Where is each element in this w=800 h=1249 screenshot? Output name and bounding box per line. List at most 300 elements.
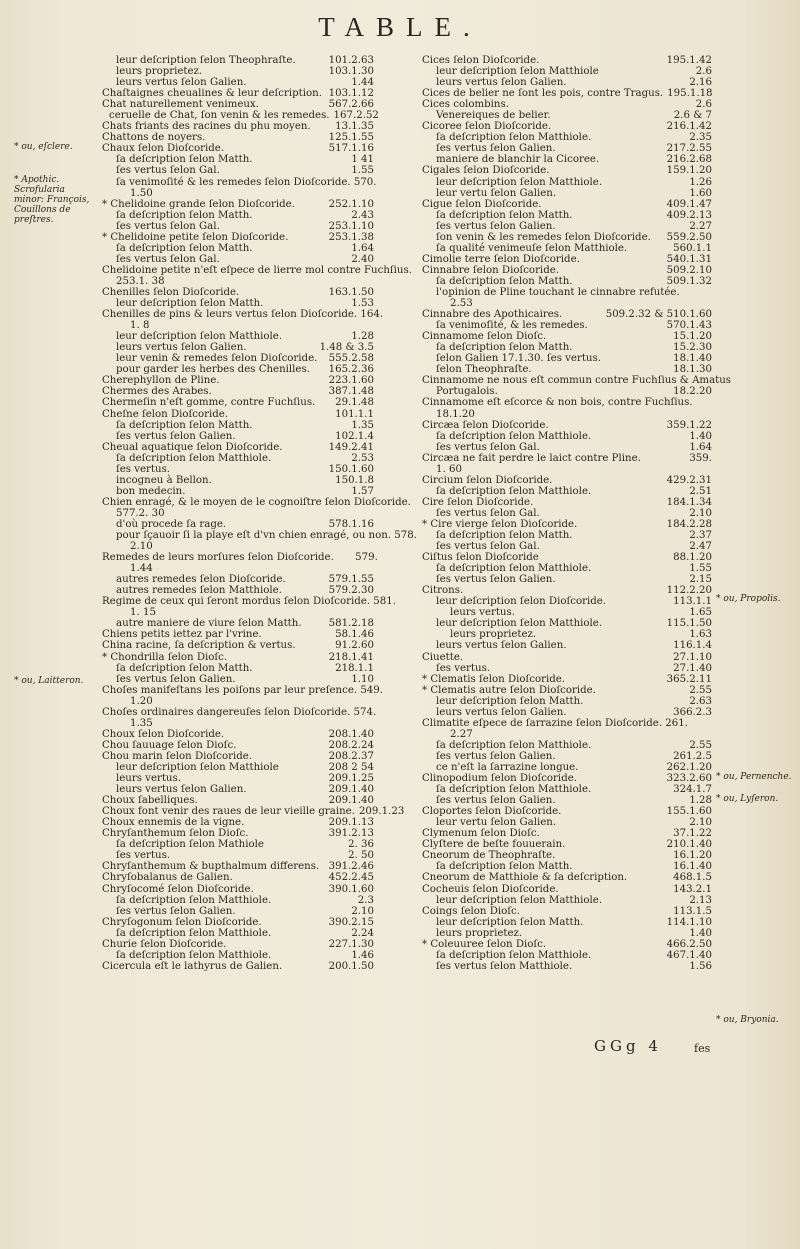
entry-reference: 184.2.28 xyxy=(666,518,712,530)
index-entry xyxy=(422,276,712,287)
entry-text: Ciſtus ſelon Dioſcoride xyxy=(422,552,539,564)
entry-reference: 88.1.20 xyxy=(673,552,712,564)
entry-reference: 2.16 xyxy=(689,77,712,89)
entry-text: * Chelidoine petite ſelon Dioſcoride. xyxy=(102,231,289,243)
entry-text: ſa deſcription ſelon Matth. xyxy=(116,209,253,221)
index-entry xyxy=(102,574,374,585)
entry-text: Cloportes ſelon Dioſcoride. xyxy=(422,806,562,818)
entry-text: ſa deſcription ſelon Matth. xyxy=(116,662,253,674)
index-entry xyxy=(422,88,712,99)
entry-text: Chelidoine petite n'eſt eſpece de lierre mol contre Fuchſius. xyxy=(102,264,412,276)
entry-reference: 1.46 xyxy=(351,949,374,961)
entry-text: ſa deſcription ſelon Matth. xyxy=(436,209,573,221)
entry-reference: 1.35 xyxy=(351,419,374,431)
index-entry xyxy=(102,762,374,773)
index-entry xyxy=(422,530,712,541)
entry-text: ſa deſcription ſelon Matth. xyxy=(436,861,573,873)
entry-text: 2.53 xyxy=(450,298,473,310)
index-entry xyxy=(102,729,374,740)
entry-reference: 125.1.55 xyxy=(328,132,374,144)
entry-text: ſa qualité venimeuſe ſelon Matthiole. xyxy=(436,242,628,254)
entry-text: pour garder les herbes des Chenilles. xyxy=(116,364,310,376)
index-entry xyxy=(102,817,374,828)
entry-text: Regime de ceux qui ſeront mordus ſelon Dioſcoride. 581. xyxy=(102,596,396,608)
entry-text: autres remedes ſelon Matthiole. xyxy=(116,585,282,597)
entry-text: Chryſanthemum & bupthalmum differens. xyxy=(102,861,320,873)
entry-reference: 112.2.20 xyxy=(666,585,712,597)
index-entry xyxy=(102,652,374,663)
index-entry xyxy=(422,707,712,718)
entry-reference: 579.1.55 xyxy=(328,574,374,586)
index-entry xyxy=(102,496,411,508)
entry-text: Chenilles de pins & leurs vertus ſelon Dioſcoride. 164. xyxy=(102,309,384,321)
entry-text: leur deſcription ſelon Matth. xyxy=(436,695,584,707)
index-entry xyxy=(422,265,712,276)
entry-reference: 391.2.46 xyxy=(328,861,374,873)
entry-text: ſes vertus ſelon Gal. xyxy=(116,165,220,177)
index-entry xyxy=(102,950,374,961)
index-entry xyxy=(422,386,712,397)
index-entry xyxy=(102,674,374,685)
entry-reference xyxy=(383,685,427,696)
index-entry xyxy=(422,640,712,651)
index-entry xyxy=(102,884,374,895)
index-entry xyxy=(102,508,374,519)
entry-reference: 101.2.63 xyxy=(328,55,374,66)
index-entry xyxy=(102,872,374,883)
entry-text: leur deſcription ſelon Matth. xyxy=(116,298,264,310)
entry-text: Citrons. xyxy=(422,585,464,597)
entry-reference: 2. 36 xyxy=(348,839,374,851)
entry-text: ſa venimoſité & les remedes ſelon Dioſcoride. 570. xyxy=(116,176,377,188)
index-entry xyxy=(422,618,712,629)
entry-reference: 200.1.50 xyxy=(328,960,374,972)
entry-text: ſa deſcription ſelon Matthiole. xyxy=(116,452,272,464)
entry-reference: 101.1.1 xyxy=(335,408,374,420)
index-entry xyxy=(422,210,712,221)
catchword: fes xyxy=(694,1042,711,1055)
index-entry xyxy=(102,663,374,674)
entry-reference: 102.1.4 xyxy=(335,430,374,442)
index-entry xyxy=(102,895,374,906)
entry-reference: 581.2.18 xyxy=(328,618,374,630)
entry-text: leur vertu ſelon Galien. xyxy=(436,817,557,829)
entry-reference: 1.40 xyxy=(689,430,712,442)
entry-reference: 540.1.31 xyxy=(666,253,712,265)
index-entry xyxy=(422,199,712,210)
index-entry xyxy=(422,331,712,342)
index-entry xyxy=(102,552,378,564)
index-entry xyxy=(422,364,712,375)
index-entry xyxy=(102,309,384,321)
entry-text: ce n'eſt la ſarrazine longue. xyxy=(436,762,579,773)
entry-text: Choux font venir des raues de leur vieille graine. xyxy=(102,806,355,818)
entry-reference xyxy=(330,563,374,574)
index-entry xyxy=(102,431,374,442)
entry-reference xyxy=(330,508,374,519)
entry-reference: 2.10 xyxy=(689,817,712,829)
entry-text: ſa deſcription ſelon Matthiole. xyxy=(436,949,592,961)
entry-reference: 261.2.5 xyxy=(673,750,712,762)
right-column xyxy=(422,55,732,972)
entry-text: d'où procede ſa rage. xyxy=(116,518,227,530)
index-entry xyxy=(102,839,374,850)
entry-reference: 567.2.66 xyxy=(328,99,374,111)
entry-text: Cigue ſelon Dioſcoride. xyxy=(422,198,542,210)
entry-text: Chenilles ſelon Dioſcoride. xyxy=(102,286,240,298)
index-entry xyxy=(102,696,374,707)
entry-reference: 209.1.40 xyxy=(328,795,374,807)
entry-text: Cigales ſelon Dioſcoride. xyxy=(422,165,550,177)
index-entry xyxy=(102,475,374,486)
index-entry xyxy=(102,221,374,232)
entry-reference xyxy=(668,464,712,475)
entry-reference: 1.57 xyxy=(351,485,374,497)
entry-reference: 18.1.40 xyxy=(673,353,712,365)
entry-reference xyxy=(330,320,374,331)
entry-text: ſa deſcription ſelon Matthiole. xyxy=(436,784,592,796)
index-entry xyxy=(102,684,384,696)
entry-reference: 165.2.36 xyxy=(328,364,374,376)
entry-text: ſa deſcription ſelon Matthiole. xyxy=(436,563,592,575)
entry-reference: 195.1.42 xyxy=(666,55,712,66)
entry-text: leur deſcription ſelon Matthiole xyxy=(116,762,279,773)
index-entry xyxy=(102,210,374,221)
entry-reference: 217.2.55 xyxy=(666,143,712,155)
entry-text: ſa deſcription ſelon Matthiole. xyxy=(116,894,272,906)
index-entry xyxy=(422,861,712,872)
entry-reference: 143.2.1 xyxy=(673,883,712,895)
entry-text: ſes vertus. xyxy=(436,662,491,674)
index-entry xyxy=(102,121,374,132)
entry-text: Circium ſelon Dioſcoride. xyxy=(422,474,553,486)
entry-text: Chermeſin n'eſt gomme, contre Fuchſius. xyxy=(102,397,316,409)
index-entry xyxy=(422,475,712,486)
margin-note-right: * ou, Lyſeron. xyxy=(716,794,779,804)
entry-reference: 359.1.22 xyxy=(666,419,712,431)
entry-text: ſes vertus ſelon Gal. xyxy=(436,541,540,553)
entry-reference: 15.1.20 xyxy=(673,331,712,343)
index-entry xyxy=(102,132,374,143)
entry-text: Cinnamome eſt eſcorce & non bois, contre Fuchſius. xyxy=(422,397,693,409)
entry-reference: 409.2.13 xyxy=(666,209,712,221)
index-entry xyxy=(422,464,712,475)
entry-reference: 103.1.12 xyxy=(328,88,374,100)
index-entry xyxy=(422,872,712,883)
index-entry xyxy=(422,132,712,143)
entry-text: Cices colombins. xyxy=(422,99,509,111)
entry-reference: 2.6 & 7 xyxy=(673,110,712,122)
index-entry xyxy=(102,287,374,298)
entry-reference: 1 41 xyxy=(351,154,374,166)
index-entry xyxy=(102,154,374,165)
entry-reference: 467.1.40 xyxy=(666,949,712,961)
entry-text: Cire ſelon Dioſcoride. xyxy=(422,496,534,508)
entry-text: l'opinion de Pline touchant le cinnabre refutée. xyxy=(436,286,680,298)
entry-reference: 210.1.40 xyxy=(666,839,712,851)
entry-text: Chats friants des racines du phu moyen. xyxy=(102,121,311,133)
entry-text: leurs vertus ſelon Galien. xyxy=(436,640,567,652)
entry-text: ſa deſcription ſelon Matthiole. xyxy=(436,132,592,144)
index-entry xyxy=(102,453,374,464)
entry-text: China racine, ſa deſcription & vertus. xyxy=(102,640,296,652)
entry-reference: 579.2.30 xyxy=(328,585,374,597)
entry-text: Climatite eſpece de ſarrazine ſelon Dioſcoride. 261. xyxy=(422,717,688,729)
entry-reference: 155.1.60 xyxy=(666,806,712,818)
index-entry xyxy=(422,828,712,839)
entry-reference: 15.2.30 xyxy=(673,342,712,354)
entry-reference xyxy=(377,177,421,188)
entry-text: Chryſogonum ſelon Dioſcoride. xyxy=(102,916,262,928)
entry-text: Chaſtaignes cheualines & leur deſcription. xyxy=(102,88,322,100)
entry-text: 1.50 xyxy=(130,187,153,199)
entry-reference: 579. xyxy=(355,552,378,564)
index-entry xyxy=(422,342,712,353)
index-entry xyxy=(422,497,712,508)
entry-reference: 115.1.50 xyxy=(666,618,712,630)
entry-reference: 387.1.48 xyxy=(328,386,374,398)
entry-reference: 216.1.42 xyxy=(666,121,712,133)
entry-text: ſes vertus ſelon Gal. xyxy=(436,441,540,453)
entry-reference xyxy=(330,188,374,199)
index-entry xyxy=(422,585,712,596)
entry-reference: 570.1.43 xyxy=(666,320,712,332)
index-entry xyxy=(102,298,374,309)
entry-text: Chiens petits iettez par l'vrine. xyxy=(102,629,262,641)
entry-reference: 1.56 xyxy=(689,960,712,972)
entry-text: Cimolie terre ſelon Dioſcoride. xyxy=(422,253,580,265)
entry-reference: 517.1.16 xyxy=(328,143,374,155)
entry-reference: 27.1.10 xyxy=(673,651,712,663)
entry-reference: 1.65 xyxy=(689,607,712,619)
entry-text: * Coleuuree ſelon Dioſc. xyxy=(422,938,547,950)
entry-text: Cinnabre ſelon Dioſcoride. xyxy=(422,264,559,276)
entry-reference xyxy=(668,298,712,309)
entry-reference: 2.43 xyxy=(351,209,374,221)
entry-text: leurs proprietez. xyxy=(450,629,537,641)
entry-text: ſes vertus ſelon Gal. xyxy=(436,507,540,519)
entry-text: * Chelidoine grande ſelon Dioſcoride. xyxy=(102,198,295,210)
index-entry xyxy=(422,221,712,232)
entry-text: Cices ſelon Dioſcoride. xyxy=(422,55,540,66)
index-entry xyxy=(422,895,712,906)
entry-text: ſa deſcription ſelon Matthiole. xyxy=(116,949,272,961)
entry-reference: 452.2.45 xyxy=(328,872,374,884)
entry-reference xyxy=(693,397,737,408)
entry-reference: 2.55 xyxy=(689,739,712,751)
entry-reference: 116.1.4 xyxy=(673,640,712,652)
index-entry xyxy=(422,574,712,585)
entry-text: ſa deſcription ſelon Matth. xyxy=(436,530,573,542)
entry-text: 1.20 xyxy=(130,695,153,707)
entry-reference: 1.28 xyxy=(351,331,374,343)
entry-text: ſes vertus ſelon Galien. xyxy=(436,220,556,232)
entry-reference: 37.1.22 xyxy=(673,828,712,840)
margin-note-right: * ou, Pernenche. xyxy=(716,772,792,782)
index-entry xyxy=(102,99,374,110)
index-entry xyxy=(422,674,712,685)
entry-text: ſa deſcription ſelon Mathiole xyxy=(116,839,264,851)
entry-reference: 366.2.3 xyxy=(673,706,712,718)
entry-reference: 163.1.50 xyxy=(328,286,374,298)
entry-reference: 2.3 xyxy=(357,894,374,906)
entry-reference: 2.24 xyxy=(351,927,374,939)
index-entry xyxy=(102,55,374,66)
index-entry xyxy=(102,420,374,431)
entry-text: leurs vertus ſelon Galien. xyxy=(116,342,247,354)
entry-text: leurs vertus. xyxy=(116,773,181,785)
entry-text: leur deſcription ſelon Theophraſte. xyxy=(116,55,296,66)
entry-reference: 227.1.30 xyxy=(328,938,374,950)
entry-reference: 390.2.15 xyxy=(328,916,374,928)
entry-text: leur venin & remedes ſelon Dioſcoride. xyxy=(116,353,318,365)
index-entry xyxy=(422,939,712,950)
entry-text: Cinnabre des Apothicaires. xyxy=(422,309,563,321)
entry-text: ſa deſcription ſelon Matthiole. xyxy=(436,739,592,751)
entry-text: ſes vertus ſelon Galien. xyxy=(116,905,236,917)
index-entry xyxy=(102,928,374,939)
index-entry xyxy=(422,420,712,431)
index-entry xyxy=(102,795,374,806)
index-entry xyxy=(422,563,712,574)
index-entry xyxy=(422,696,712,707)
index-entry xyxy=(102,541,374,552)
index-entry xyxy=(422,552,712,563)
entry-text: ſes vertus. xyxy=(116,463,171,475)
index-entry xyxy=(422,165,712,176)
entry-text: 2.10 xyxy=(130,541,153,553)
entry-reference: 252.1.10 xyxy=(328,198,374,210)
index-entry xyxy=(102,199,374,210)
entry-text: Cneorum de Matthiole & ſa deſcription. xyxy=(422,872,628,884)
index-entry xyxy=(102,143,374,154)
entry-text: ſa deſcription ſelon Matthiole. xyxy=(436,485,592,497)
entry-reference: 2.6 xyxy=(695,99,712,111)
entry-reference: 18.1.30 xyxy=(673,364,712,376)
entry-reference: 253.1.10 xyxy=(328,220,374,232)
index-entry xyxy=(102,409,374,420)
margin-note-left: * ou, eſclere. xyxy=(14,142,73,152)
index-entry xyxy=(422,729,712,740)
index-entry xyxy=(422,110,712,121)
entry-text: Coings ſelon Dioſc. xyxy=(422,905,520,917)
index-entry xyxy=(102,375,374,386)
entry-reference: 555.2.58 xyxy=(328,353,374,365)
entry-text: Choux ſelon Dioſcoride. xyxy=(102,728,225,740)
index-entry xyxy=(422,541,712,552)
entry-reference: 218.1.41 xyxy=(328,651,374,663)
index-entry xyxy=(102,850,374,861)
entry-reference xyxy=(731,375,775,386)
entry-reference xyxy=(330,276,374,287)
index-entry xyxy=(422,850,712,861)
entry-reference: 509.1.32 xyxy=(666,275,712,287)
entry-reference: 466.2.50 xyxy=(666,938,712,950)
entry-reference: 324.1.7 xyxy=(673,784,712,796)
entry-text: Remedes de leurs morſures ſelon Dioſcoride. xyxy=(102,552,334,564)
index-entry xyxy=(422,453,712,464)
index-entry xyxy=(422,143,712,154)
entry-text: 1.35 xyxy=(130,717,153,729)
entry-text: Cinnamome ne nous eſt commun contre Fuchſius & Amatus xyxy=(422,375,732,387)
index-entry xyxy=(102,353,374,364)
index-entry xyxy=(102,618,374,629)
index-entry xyxy=(422,320,712,331)
entry-text: 1. 8 xyxy=(130,320,150,332)
index-entry xyxy=(422,375,732,387)
entry-text: Chou ſauuage ſelon Dioſc. xyxy=(102,739,237,751)
index-entry xyxy=(422,397,712,408)
entry-reference xyxy=(376,707,420,718)
entry-text: 2.27 xyxy=(450,728,473,740)
entry-reference: 468.1.5 xyxy=(673,872,712,884)
entry-reference xyxy=(330,541,374,552)
entry-text: Chryſobalanus de Galien. xyxy=(102,872,233,884)
entry-reference: 2.55 xyxy=(689,684,712,696)
entry-text: leur deſcription ſelon Matthiole. xyxy=(436,894,603,906)
index-entry xyxy=(422,353,712,364)
entry-text: 18.1.20 xyxy=(436,408,475,420)
index-entry xyxy=(422,884,712,895)
entry-text: ſa venimoſité, & les remedes. xyxy=(436,320,588,332)
index-entry xyxy=(102,607,374,618)
entry-reference: 1.63 xyxy=(689,629,712,641)
entry-reference: 359. xyxy=(689,452,712,464)
index-entry xyxy=(102,77,374,88)
index-entry xyxy=(422,817,712,828)
entry-text: ſa deſcription ſelon Matthiole. xyxy=(116,927,272,939)
entry-reference: 113.1.5 xyxy=(673,905,712,917)
entry-text: Churie ſelon Dioſcoride. xyxy=(102,938,227,950)
entry-reference: 2.10 xyxy=(689,507,712,519)
entry-text: ſa deſcription ſelon Matth. xyxy=(116,242,253,254)
index-entry xyxy=(422,55,712,66)
entry-text: 1. 60 xyxy=(436,463,462,475)
entry-reference: 2.51 xyxy=(689,485,712,497)
index-entry xyxy=(102,342,374,353)
entry-text: ſa deſcription ſelon Matth. xyxy=(436,275,573,287)
entry-text: 577.2. 30 xyxy=(116,507,165,519)
entry-text: Choſes ordinaires dangereuſes ſelon Dioſcoride. 574. xyxy=(102,706,377,718)
index-entry xyxy=(422,519,712,530)
index-entry xyxy=(422,718,712,729)
index-entry xyxy=(102,254,374,265)
index-entry xyxy=(422,917,712,928)
entry-text: leurs vertus ſelon Galien. xyxy=(436,706,567,718)
entry-reference: 2.10 xyxy=(351,905,374,917)
margin-note-right: * ou, Bryonia. xyxy=(716,1015,779,1025)
entry-reference: 16.1.40 xyxy=(673,861,712,873)
index-entry xyxy=(102,530,417,542)
entry-reference: 365.2.11 xyxy=(666,673,712,685)
index-entry xyxy=(102,66,374,77)
page-header: TABLE. xyxy=(318,12,482,42)
index-entry xyxy=(422,508,712,519)
entry-text: Chien enragé, & le moyen de le cognoiſtre ſelon Dioſcoride. xyxy=(102,496,411,508)
entry-text: Chattons de noyers. xyxy=(102,132,206,144)
index-entry xyxy=(102,806,405,818)
entry-text: Venereiques de belier. xyxy=(436,110,551,122)
index-entry xyxy=(422,99,712,110)
index-entry xyxy=(102,917,374,928)
entry-reference: 1.64 xyxy=(689,441,712,453)
entry-text: Clyſtere de beſte fouuerain. xyxy=(422,839,566,851)
entry-text: ceruelle de Chat, ſon venin & les remedes. xyxy=(109,110,330,122)
index-entry xyxy=(422,762,712,773)
index-entry xyxy=(422,431,712,442)
entry-reference: 2.63 xyxy=(689,695,712,707)
entry-text: incogneu à Bellon. xyxy=(116,474,212,486)
